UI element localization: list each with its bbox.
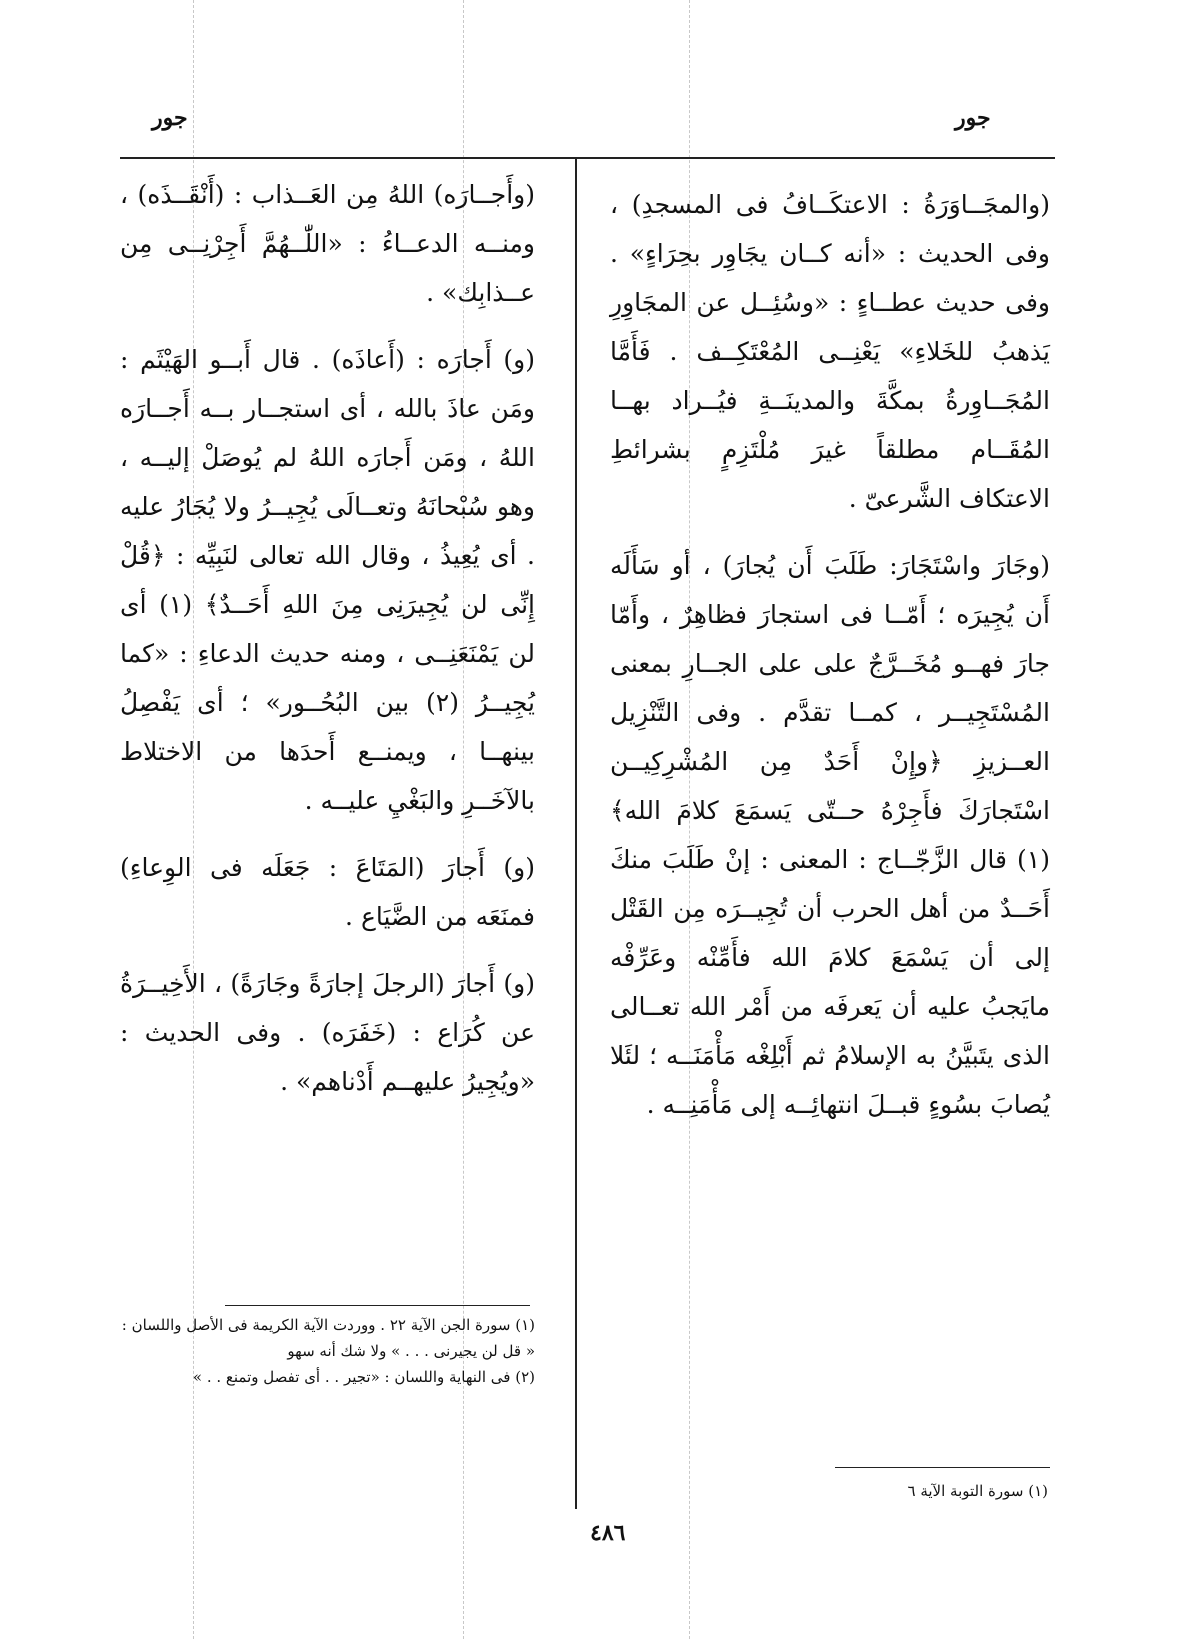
entry-paragraph: (وأَجــارَه) اللهُ مِن العَــذاب : (أَنْقَــذَه) ، ومنــه الدعــاءُ : «اللّٰــهُمَّ أَجِرْنِــى مِن عــذابِك» . xyxy=(120,180,535,307)
entry-paragraph: (وجَارَ واسْتَجَارَ: طَلَبَ أَن يُجارَ) ، أو سَأَلَه أَن يُجِيرَه ؛ أَمّــا فى استجارَ فظاهِرٌ ، وأَمّا جارَ فهــو مُخَــرَّجٌ على على الجــارِ بمعنى المُسْتَجِيــر ، كمــا تقدَّم . وفى التَّنْزِيل العــزيزِ ﴿وإِنْ أَحَدٌ مِن المُشْرِكِيــن اسْتَجارَكَ فأَجِرْهُ حــتّى يَسمَعَ كلامَ الله﴾ (١) قال الزَّجّــاج : المعنى : إنْ طَلَبَ منكَ أَحَــدٌ من أهل الحرب أن تُجِيــرَه مِن القَتْل إلى أن يَسْمَعَ كلامَ الله فأَمِّنْه وعَرِّفْه مايَجبُ عليه أن يَعرفَه من أَمْر الله تعــالى الذى يتَبيَّنُ به الإسلامُ ثم أَبْلِغْه مَأْمَنَــه ؛ لئَلا يُصابَ بسُوءٍ قبــلَ انتهائِــه إلى مَأْمَنِــه . xyxy=(610,551,1050,1119)
column-divider xyxy=(575,159,577,1509)
left-column xyxy=(120,170,535,1124)
entry-paragraph: (و) أَجارَ (المَتَاعَ : جَعَلَه فى الوِعاءِ) فمنَعَه من الضَّيَاع . xyxy=(120,853,535,931)
footnote: (١) سورة الجن الآية ٢٢ . ووردت الآية الكريمة فى الأصل واللسان : « قل لن يجيرنى . . . » ولا شك أنه سهو xyxy=(121,1316,535,1360)
right-column xyxy=(610,180,1050,1147)
footnotes-left xyxy=(120,1312,535,1390)
entry-paragraph: (و) أَجارَ (الرجلَ إجارَةً وجَارَةً) ، الأَخِيــرَةُ عن كُرَاع : (خَفَرَه) . وفى الحديث : «ويُجِيرُ عليهــم أَدْناهم» . xyxy=(120,969,535,1096)
footnote-rule-left xyxy=(225,1305,530,1306)
footnote: (٢) فى النهاية واللسان : «تجير . . أى تفصل وتمنع . . » xyxy=(192,1368,535,1386)
entry-paragraph: (والمجَــاوَرَةُ : الاعتكَــافُ فى المسجدِ) ، وفى الحديث : «أنه كــان يجَاوِر بحِرَاءٍ» . وفى حديث عطــاءٍ : «وسُئِــل عن المجَاوِرِ يَذهبُ للخَلاءِ» يَعْنِــى المُعْتَكِــف . فَأَمَّا المُجَــاوِرةُ بمكَّةَ والمدينَــةِ فيُــراد بهــا المُقَــام مطلقاً غيرَ مُلْتَزِمٍ بشرائطِ الاعتكاف الشَّرعىّ . xyxy=(610,190,1050,513)
running-head-right: جور xyxy=(955,105,991,131)
footnote: (١) سورة التوبة الآية ٦ xyxy=(907,1482,1048,1500)
entry-paragraph: (و) أَجارَه : (أَعاذَه) . قال أَبــو الهَيْثَم : ومَن عاذَ بالله ، أى استجــار بــه أَجــارَه اللهُ ، ومَن أَجارَه اللهُ لم يُوصَلْ إليــه ، وهو سُبْحانَهُ وتعــالَى يُجِيــرُ ولا يُجَارُ عليه . أى يُعِيذُ ، وقال الله تعالى لنَبِيِّه : ﴿قُلْ إِنِّى لن يُجِيرَنِى مِنَ اللهِ أَحَــدٌ﴾ (١) أى لن يَمْنَعَنِــى ، ومنه حديث الدعاءِ : «كما يُجِيــرُ (٢) بين البُحُــور» ؛ أى يَفْصِلُ بينهــا ، ويمنــع أَحدَها من الاختلاط بالآخَــرِ والبَغْيِ عليــه . xyxy=(120,345,535,815)
header-rule xyxy=(120,157,1055,159)
page-number: ٤٨٦ xyxy=(590,1520,626,1546)
footnote-rule-right xyxy=(835,1467,1050,1468)
running-head-left: جور xyxy=(152,105,188,131)
footnotes-right xyxy=(790,1478,1048,1504)
